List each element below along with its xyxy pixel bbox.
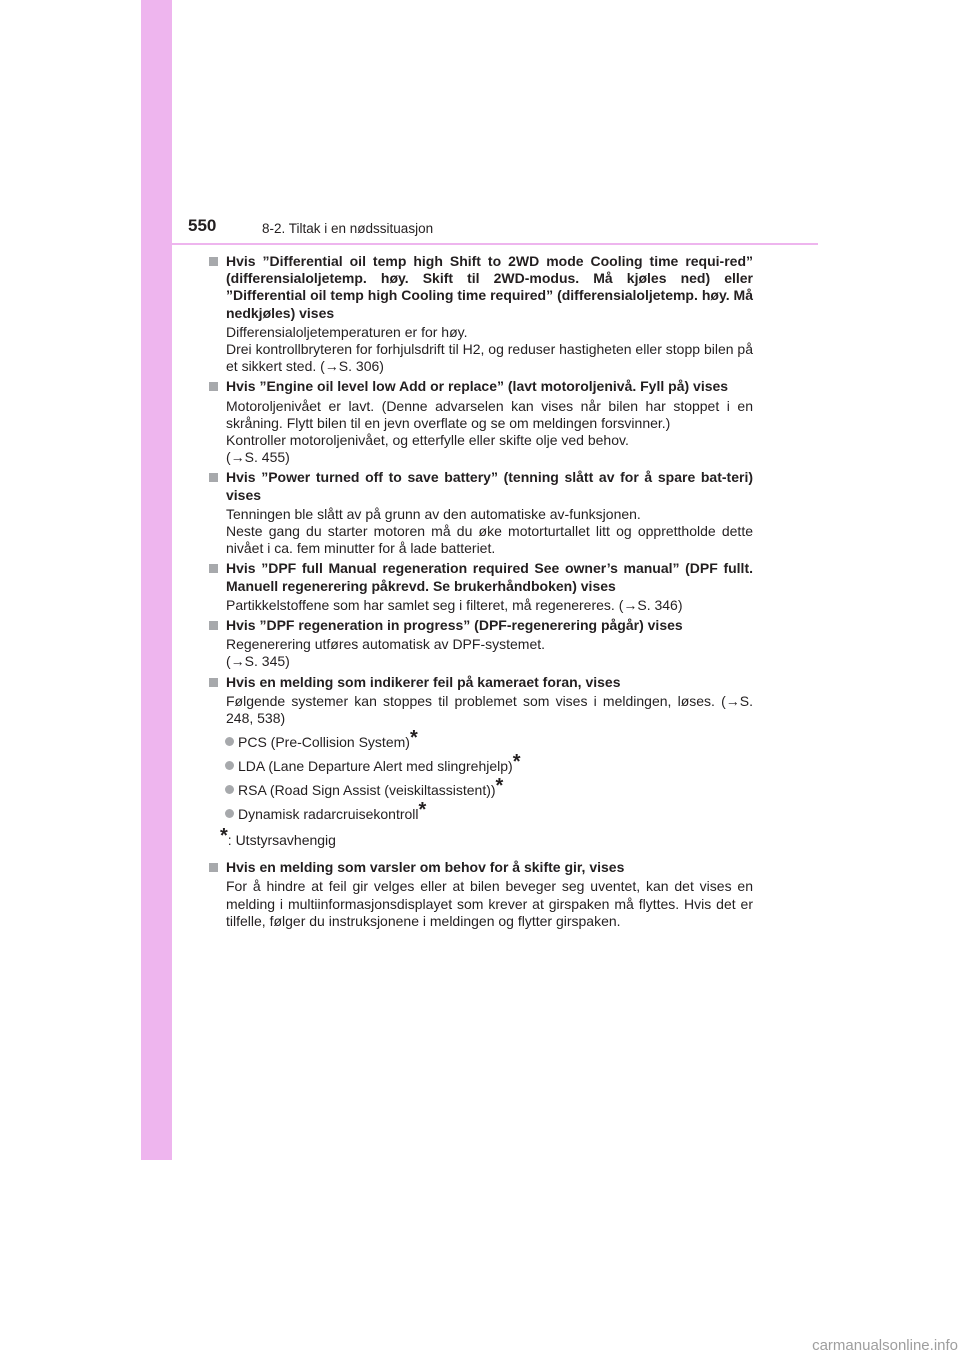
section-front-camera <box>208 674 753 850</box>
section-heading: Hvis en melding som indikerer feil på kameraet foran, vises <box>208 674 753 691</box>
round-bullet-icon <box>225 761 234 770</box>
watermark: carmanualsonline.info <box>812 1337 958 1354</box>
paragraph: (→S. 455) <box>226 449 290 466</box>
footnote-star: * <box>409 727 418 750</box>
footnote: *: Utstyrsavhengig <box>220 825 336 849</box>
section-power-off <box>208 469 753 557</box>
square-bullet-icon <box>209 473 218 482</box>
paragraph: Regenerering utføres automatisk av DPF-systemet. <box>226 636 546 653</box>
section-heading: Hvis ”Differential oil temp high Shift to 2WD mode Cooling time requi-red” (differensialoljetemp. høy. Skift til 2WD-modus. Må kjøles ned) eller ”Differential oil temp high Cooling time required” (differensialoljetemp. høy. Må nedkjøles) vises <box>208 253 753 322</box>
header-rule <box>172 243 818 245</box>
list-item: Dynamisk radarcruisekontroll* <box>208 805 753 823</box>
section-engine-oil <box>208 378 753 466</box>
chapter-tab-strip <box>141 0 172 1160</box>
chapter-title: 8-2. Tiltak i en nødssituasjon <box>262 221 434 236</box>
list-item: RSA (Road Sign Assist (veiskiltassistent))* <box>208 781 753 799</box>
paragraph: Differensialoljetemperaturen er for høy. <box>226 323 468 340</box>
section-body <box>208 693 753 727</box>
footnote-star: * <box>418 799 427 822</box>
square-bullet-icon <box>209 382 218 391</box>
round-bullet-icon <box>225 809 234 818</box>
section-dpf-regeneration <box>208 617 753 671</box>
section-heading: Hvis ”Power turned off to save battery” (tenning slått av for å spare bat-teri) vises <box>208 469 753 503</box>
paragraph: Neste gang du starter motoren må du øke motorturtallet litt og opprettholde dette nivået i ca. fem minutter for å lade batteriet. <box>226 523 753 557</box>
section-body <box>208 324 753 376</box>
page-number: 550 <box>188 216 217 235</box>
paragraph: Kontroller motoroljenivået, og etterfylle eller skifte olje ved behov. <box>226 432 629 449</box>
section-heading: Hvis ”Engine oil level low Add or replace” (lavt motoroljenivå. Fyll på) vises <box>208 378 753 395</box>
paragraph: (→S. 345) <box>226 653 290 670</box>
paragraph: Tenningen ble slått av på grunn av den automatiske av-funksjonen. <box>226 505 641 522</box>
list-item: LDA (Lane Departure Alert med slingrehjelp)* <box>208 757 753 775</box>
footnote-star: * <box>495 775 504 798</box>
square-bullet-icon <box>209 564 218 573</box>
round-bullet-icon <box>225 737 234 746</box>
section-gear-shift <box>208 859 753 930</box>
section-body <box>208 506 753 558</box>
square-bullet-icon <box>209 863 218 872</box>
section-differential-oil <box>208 253 753 375</box>
section-heading: Hvis ”DPF regeneration in progress” (DPF-regenerering pågår) vises <box>208 617 753 634</box>
list-item: PCS (Pre-Collision System)* <box>208 733 753 751</box>
section-heading: Hvis ”DPF full Manual regeneration required See owner’s manual” (DPF fullt. Manuell regenerering påkrevd. Se brukerhåndboken) vises <box>208 560 753 594</box>
square-bullet-icon <box>209 257 218 266</box>
paragraph: For å hindre at feil gir velges eller at bilen beveger seg uventet, kan det vises en melding i multiinformasjonsdisplayet som krever at girspaken må flyttes. Hvis det er tilfelle, følger du instruksjonene i meldingen og flytter girspaken. <box>226 878 753 929</box>
section-body <box>208 398 753 467</box>
page-content <box>208 253 753 933</box>
section-heading: Hvis en melding som varsler om behov for å skifte gir, vises <box>208 859 753 876</box>
section-body <box>208 878 753 930</box>
footnote-star: * <box>512 751 521 774</box>
footnote-star: * <box>220 825 228 848</box>
square-bullet-icon <box>209 678 218 687</box>
section-dpf-full <box>208 560 753 614</box>
round-bullet-icon <box>225 785 234 794</box>
paragraph: Drei kontrollbryteren for forhjulsdrift til H2, og reduser hastigheten eller stopp bilen på et sikkert sted. (→S. 306) <box>226 341 753 375</box>
paragraph: Motoroljenivået er lavt. (Denne advarselen kan vises når bilen har stoppet i en skråning. Flytt bilen til en jevn overflate og se om meldingen forsvinner.) <box>226 397 753 431</box>
square-bullet-icon <box>209 621 218 630</box>
paragraph: Følgende systemer kan stoppes til problemet som vises i meldingen, løses. (→S. 248, 538) <box>226 692 753 727</box>
section-body <box>208 597 753 614</box>
paragraph: Partikkelstoffene som har samlet seg i filteret, må regenereres. (→S. 346) <box>226 596 683 613</box>
section-body <box>208 636 753 670</box>
